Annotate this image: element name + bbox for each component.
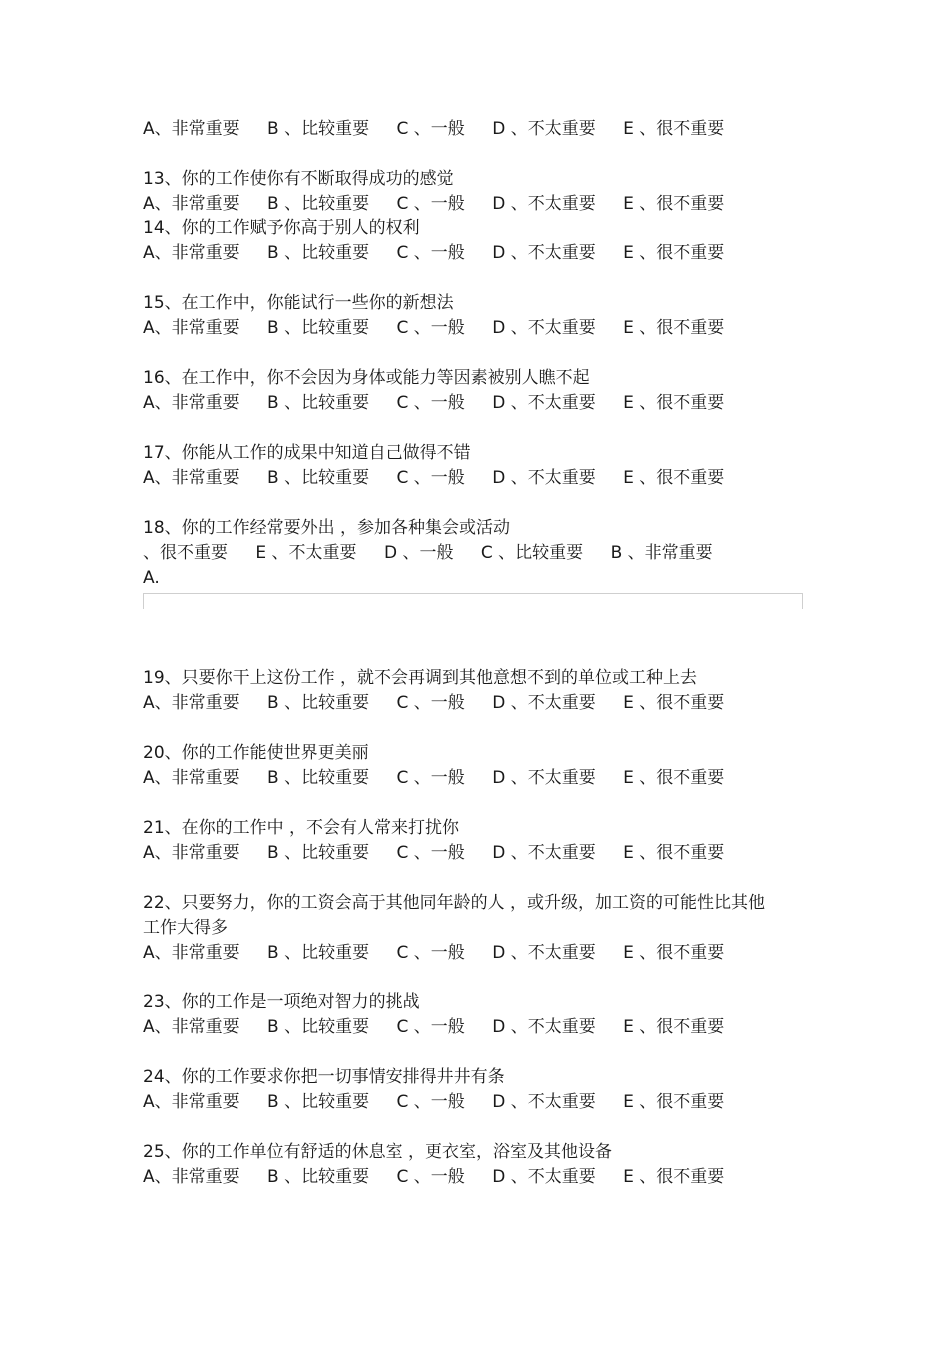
question-16: 16、在工作中，你不会因为身体或能力等因素被别人瞧不起 [143,368,590,388]
question-15: 15、在工作中，你能试行一些你的新想法 [143,293,454,313]
question-17: 17、你能从工作的成果中知道自己做得不错 [143,443,471,463]
option-a: A、非常重要 [143,468,240,488]
option-b: B 、比较重要 [267,1092,370,1112]
option-c: C 、一般 [396,768,465,788]
option-d: D 、不太重要 [492,943,596,963]
answer-options-16 [143,392,724,414]
option-e: E 、很不重要 [623,393,725,413]
answer-options-24 [143,1091,724,1113]
option-b: B 、比较重要 [267,843,370,863]
option-c: C 、一般 [396,943,465,963]
option-b: B 、比较重要 [267,943,370,963]
option-e: E 、很不重要 [623,243,725,263]
answer-options-12 [143,118,724,140]
option-d: D 、不太重要 [492,194,596,214]
option-d: D 、不太重要 [492,393,596,413]
option-c: C 、一般 [396,243,465,263]
answer-options-14 [143,242,724,264]
option-a: A、非常重要 [143,393,240,413]
option-c: C 、一般 [396,318,465,338]
option-b: B 、比较重要 [267,318,370,338]
option-e: E 、很不重要 [623,1017,725,1037]
question-13: 13、你的工作使你有不断取得成功的感觉 [143,169,454,189]
option-a: A、非常重要 [143,119,240,139]
option-d: D 、不太重要 [492,318,596,338]
option-e: E 、很不重要 [623,693,725,713]
answer-options-19 [143,692,724,714]
option-a: A、非常重要 [143,1092,240,1112]
option-e: E 、很不重要 [623,943,725,963]
option-a: A、非常重要 [143,843,240,863]
option-d: E 、不太重要 [255,543,357,563]
question-22-line-2: 工作大得多 [143,918,228,938]
answer-options-22 [143,942,724,964]
option-a: A、非常重要 [143,693,240,713]
option-c: C 、一般 [396,1167,465,1187]
option-e: E 、很不重要 [623,119,725,139]
option-c: C 、一般 [396,1017,465,1037]
option-a-tail: A. [143,568,160,588]
option-b: B 、比较重要 [267,119,370,139]
option-a: A、非常重要 [143,768,240,788]
question-24: 24、你的工作要求你把一切事情安排得井井有条 [143,1067,505,1087]
option-d: D 、不太重要 [492,1092,596,1112]
answer-options-21 [143,842,724,864]
option-d: D 、不太重要 [492,119,596,139]
option-c: C 、一般 [396,693,465,713]
question-18: 18、你的工作经常要外出 ，参加各种集会或活动 [143,518,511,538]
option-b: B 、比较重要 [267,693,370,713]
option-a: A、非常重要 [143,1167,240,1187]
option-e: E 、很不重要 [623,768,725,788]
option-e: E 、很不重要 [623,843,725,863]
question-14: 14、你的工作赋予你高于别人的权利 [143,218,420,238]
page-divider [143,593,803,609]
question-20: 20、你的工作能使世界更美丽 [143,743,369,763]
option-c: C 、一般 [396,194,465,214]
option-e: E 、很不重要 [623,318,725,338]
option-c: D 、一般 [383,543,454,563]
option-d: D 、不太重要 [492,768,596,788]
question-23: 23、你的工作是一项绝对智力的挑战 [143,992,420,1012]
option-d: D 、不太重要 [492,843,596,863]
option-d: D 、不太重要 [492,468,596,488]
option-b: B 、比较重要 [267,468,370,488]
option-b: B 、比较重要 [267,1167,370,1187]
option-d: D 、不太重要 [492,243,596,263]
question-22-line-1: 22、只要努力，你的工资会高于其他同年龄的人 ，或升级，加工资的可能性比其他 [143,893,766,913]
answer-options-15 [143,317,724,339]
option-d: D 、不太重要 [492,1167,596,1187]
question-21: 21、在你的工作中 ，不会有人常来打扰你 [143,818,460,838]
option-c: C 、一般 [396,393,465,413]
option-a: A、非常重要 [143,194,240,214]
option-b: B 、比较重要 [267,393,370,413]
answer-options-25 [143,1166,724,1188]
option-b: B 、比较重要 [267,768,370,788]
answer-options-18 [143,542,713,564]
option-a: A、非常重要 [143,1017,240,1037]
option-e: E 、很不重要 [623,468,725,488]
option-e: E 、很不重要 [623,1092,725,1112]
option-c: C 、一般 [396,119,465,139]
answer-options-20 [143,767,724,789]
option-c: C 、一般 [396,843,465,863]
option-a: A、非常重要 [143,943,240,963]
option-d: D 、不太重要 [492,1017,596,1037]
answer-options-17 [143,467,724,489]
option-e: E 、很不重要 [623,194,725,214]
question-19: 19、只要你干上这份工作 ，就不会再调到其他意想不到的单位或工种上去 [143,668,698,688]
option-b: B 、比较重要 [267,194,370,214]
option-e: E 、很不重要 [623,1167,725,1187]
option-b: B 、比较重要 [267,243,370,263]
option-a: B 、非常重要 [610,543,713,563]
option-c: C 、一般 [396,1092,465,1112]
option-b: B 、比较重要 [267,1017,370,1037]
answer-options-13 [143,193,724,215]
answer-options-23 [143,1016,724,1038]
option-d: D 、不太重要 [492,693,596,713]
option-a: A、非常重要 [143,243,240,263]
question-25: 25、你的工作单位有舒适的休息室 ，更衣室，浴室及其他设备 [143,1142,613,1162]
option-e: 、很不重要 [143,543,228,563]
option-c: C 、一般 [396,468,465,488]
option-a: A、非常重要 [143,318,240,338]
option-b: C 、比较重要 [480,543,584,563]
